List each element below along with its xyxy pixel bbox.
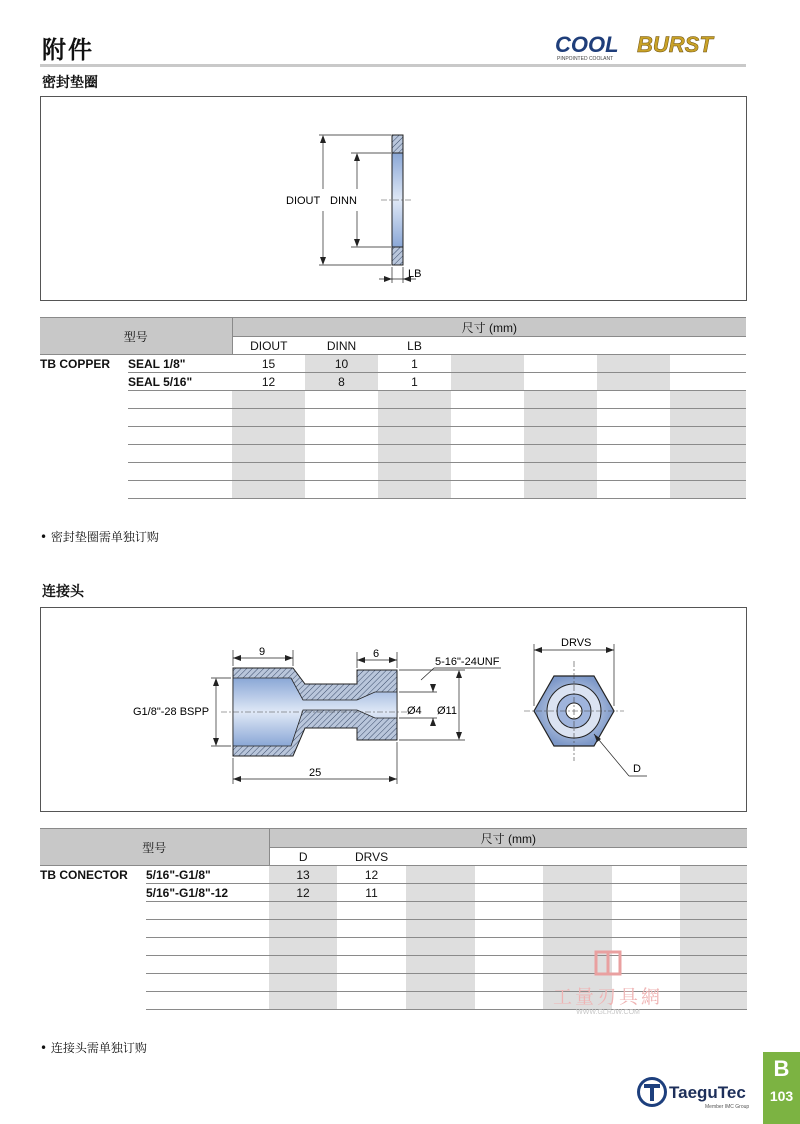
seal-dim-header: 尺寸 (mm) bbox=[232, 318, 746, 337]
watermark bbox=[538, 948, 678, 1018]
table-row bbox=[40, 463, 746, 481]
logo-tagline: PINPOINTED COOLANT bbox=[557, 56, 614, 62]
d11-label: Ø11 bbox=[437, 705, 457, 717]
drvs-label: DRVS bbox=[561, 637, 592, 649]
seal-spec-table bbox=[40, 317, 746, 499]
seal-row-name: SEAL 5/16" bbox=[128, 373, 232, 391]
diout-label: DIOUT bbox=[286, 195, 321, 207]
page-number: 103 bbox=[769, 1088, 794, 1104]
table-row bbox=[40, 481, 746, 499]
seal-drawing-box bbox=[40, 96, 747, 301]
logo-cool-text: COOL bbox=[555, 32, 619, 57]
table-row bbox=[40, 427, 746, 445]
connector-model-header: 型号 bbox=[40, 829, 269, 866]
table-row bbox=[40, 866, 747, 884]
table-row bbox=[40, 445, 746, 463]
table-row bbox=[40, 373, 746, 391]
seal-model-header: 型号 bbox=[40, 318, 232, 355]
seal-row-name: SEAL 1/8" bbox=[128, 355, 232, 373]
header-rule bbox=[40, 64, 746, 67]
table-cell: 13 bbox=[269, 866, 337, 884]
connector-drawing-box bbox=[40, 607, 747, 812]
thread-label: 5-16"-24UNF bbox=[435, 656, 500, 668]
table-cell: 1 bbox=[378, 373, 451, 391]
connector-col-header: DRVS bbox=[337, 848, 406, 866]
table-row bbox=[40, 920, 747, 938]
dinn-label: DINN bbox=[330, 195, 357, 207]
watermark-chars: 工量刃具網 bbox=[552, 986, 663, 1008]
dim-9-label: 9 bbox=[259, 646, 266, 658]
page-tab-letter: B bbox=[773, 1056, 790, 1081]
table-cell: 12 bbox=[337, 866, 406, 884]
page-title: 附件 bbox=[42, 36, 94, 64]
table-cell: 10 bbox=[305, 355, 378, 373]
brand-member: Member IMC Group bbox=[705, 1104, 750, 1110]
seal-group-label: TB COPPER bbox=[40, 356, 111, 371]
lb-label: LB bbox=[408, 268, 422, 280]
brand-name: TaeguTec bbox=[669, 1083, 746, 1102]
table-cell: 15 bbox=[232, 355, 305, 373]
d4-label: Ø4 bbox=[407, 705, 422, 717]
connector-col-header: D bbox=[269, 848, 337, 866]
seal-col-header: DINN bbox=[305, 337, 378, 355]
table-row bbox=[40, 884, 747, 902]
watermark-mark-icon bbox=[588, 948, 628, 978]
table-row bbox=[40, 355, 746, 373]
table-cell: 12 bbox=[269, 884, 337, 902]
coolburst-logo bbox=[553, 30, 749, 62]
page-tab bbox=[763, 1052, 800, 1124]
taegutec-logo bbox=[635, 1072, 760, 1112]
seal-col-header: LB bbox=[378, 337, 451, 355]
connector-row-name: 5/16"-G1/8"-12 bbox=[146, 884, 269, 902]
seal-drawing bbox=[41, 97, 746, 300]
taegutec-logo-icon bbox=[635, 1072, 760, 1112]
dim-25-label: 25 bbox=[309, 767, 322, 779]
d-label: D bbox=[633, 763, 641, 775]
seal-note: • 密封垫圈需单独订购 bbox=[40, 530, 159, 544]
table-row bbox=[40, 409, 746, 427]
seal-col-header: DIOUT bbox=[232, 337, 305, 355]
table-cell: 8 bbox=[305, 373, 378, 391]
connector-dim-header: 尺寸 (mm) bbox=[269, 829, 747, 848]
seal-section-title: 密封垫圈 bbox=[42, 75, 98, 91]
table-cell: 11 bbox=[337, 884, 406, 902]
connector-section-title: 连接头 bbox=[42, 584, 84, 600]
table-cell: 1 bbox=[378, 355, 451, 373]
table-cell: 12 bbox=[232, 373, 305, 391]
connector-row-name: 5/16"-G1/8" bbox=[146, 866, 269, 884]
connector-drawing bbox=[41, 608, 746, 811]
connector-note: • 连接头需单独订购 bbox=[40, 1041, 147, 1055]
table-row bbox=[40, 902, 747, 920]
watermark-url: WWW.GLRJW.COM bbox=[576, 1009, 640, 1016]
dim-6-label: 6 bbox=[373, 648, 380, 660]
bspp-label: G1/8"-28 BSPP bbox=[133, 706, 210, 718]
logo-burst-text: BURST bbox=[637, 32, 713, 57]
connector-group-label: TB CONECTOR bbox=[40, 867, 128, 882]
table-row bbox=[40, 391, 746, 409]
